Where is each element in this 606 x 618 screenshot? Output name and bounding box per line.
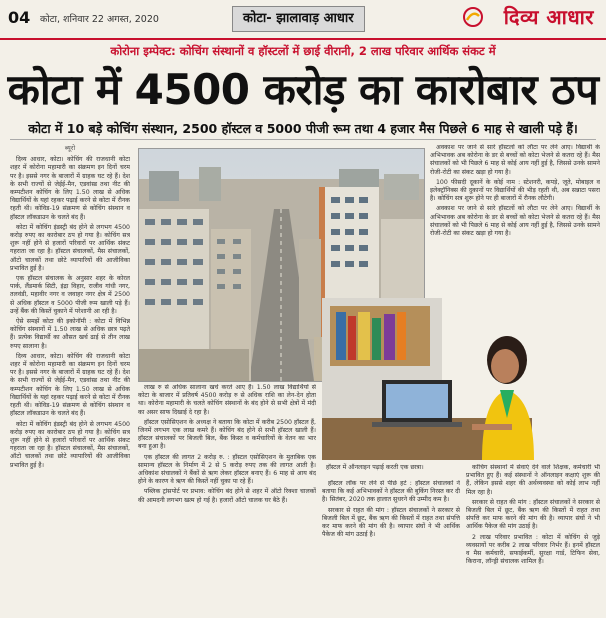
article-kicker: कोरोना इम्पेक्ट: कोचिंग संस्थानों व हॉस्टलों में छाई वीरानी, 2 लाख परिवार आर्थिक संकट में <box>110 44 496 58</box>
paragraph: दिव्य आधार, कोटा। कोचिंग की राजधानी कोटा शहर में कोरोना महामारी का संक्रमण इन दिनों चरम पर है। इससे नगर के बाजारों में ग्राहक घट रहे हैं। देश के सभी राज्यों से जेईई-मैन, एडवांस्ड तथा नीट की कम्पटीशन कोचिंग के लिए 1.50 लाख से अधिक विद्यार्थियों के यहां रहकर पढ़ाई करने से कोटा में रौनक रहती थी। कोविड-19 संक्रमण से कोचिंग संस्थान व हॉस्टल लॉकडाउन के चलते बंद हैं। <box>10 156 130 221</box>
divider <box>10 139 596 140</box>
paragraph: हॉस्टल लॉक पर लेने से पीछे हटे : हॉस्टल संचालकों ने बताया कि कई अभिभावकों ने हॉस्टल की बुकिंग निरस्त कर दी है। सितंबर, 2020 तक हालात सुधरने की उम्मीद कम है। <box>322 480 460 504</box>
article-column-3 <box>430 144 600 294</box>
article-subhead: कोटा में 10 बड़े कोचिंग संस्थान, 2500 हॉस्टल व 5000 पीजी रूम तथा 4 हजार मैस पिछले 6 माह से खाली पड़े हैं। <box>28 121 578 136</box>
page-number: 04 <box>8 8 31 27</box>
paragraph: अवकाश पर जाने से सारे हॉस्टलों को लौटा पर लेने आए। विद्यार्थी के अभिभावक अब कोरोना के डर से बच्चों को कोटा भेजने से कतरा रहे हैं। मैस संचालकों को भी पिछले 6 माह से कोई आय नहीं हुई है, जिससे उनके सामने रोजी-रोटी का संकट खड़ा हो गया है। <box>430 144 600 176</box>
article-column-5 <box>322 480 460 614</box>
paragraph: हॉस्टल एसोसिएशन के अध्यक्ष ने बताया कि कोटा में करीब 2500 हॉस्टल हैं, जिनमें लगभग एक लाख कमरे हैं। कोचिंग बंद होने से सभी हॉस्टल खाली हैं। हॉस्टल संचालकों पर बिजली बिल, बैंक किस्त व कर्मचारियों के वेतन का भार बना हुआ है। <box>138 418 316 451</box>
paragraph: 2 लाख परिवार प्रभावित : कोटा में कोचिंग से जुड़े व्यवसायों पर करीब 2 लाख परिवार निर्भर हैं। इनमें हॉस्टल व मैस कर्मचारी, सफाईकर्मी, सुरक्षा गार्ड, टिफिन सेवा, किराना, लॉन्ड्री संचालक शामिल हैं। <box>466 533 600 566</box>
paragraph: कोचिंग संस्थानों में सेवाएं देने वाले शिक्षक, कर्मचारी भी प्रभावित हुए हैं। कई संस्थानों ने ऑनलाइन कक्षाएं शुरू की हैं, लेकिन इससे शहर की अर्थव्यवस्था को कोई लाभ नहीं मिल रहा है। <box>466 464 600 496</box>
paragraph: दिव्य आधार, कोटा। कोचिंग की राजधानी कोटा शहर में कोरोना महामारी का संक्रमण इन दिनों चरम पर है। इससे नगर के बाजारों में ग्राहक घट रहे हैं। देश के सभी राज्यों से जेईई-मैन, एडवांस्ड तथा नीट की कम्पटीशन कोचिंग के लिए 1.50 लाख से अधिक विद्यार्थियों के यहां रहकर पढ़ाई करने से कोटा में रौनक रहती थी। कोविड-19 संक्रमण से कोचिंग संस्थान व हॉस्टल लॉकडाउन के चलते बंद हैं। <box>10 352 130 418</box>
logo-swoosh-icon <box>462 6 484 28</box>
paragraph: 100 फीसदी दूकानें के कोई नाम : स्टेशनरी, कपड़े, जूते, मोबाइल व इलेक्ट्रॉनिक्स की दुकानों पर विद्यार्थियों की भीड़ रहती थी, अब सन्नाटा पसरा है। कोचिंग सत्र शुरू होने पर ही बाजारों में रौनक लौटेगी। <box>430 178 600 203</box>
photo-caption: हॉस्टल में ऑनलाइन पढ़ाई करती एक छात्रा। <box>326 464 424 471</box>
article-column-4 <box>466 464 600 614</box>
paragraph: कोटा में कोचिंग इंडस्ट्री बंद होने से लगभग 4500 करोड़ रुपए का कारोबार ठप हो गया है। कोचिंग सत्र शुरू नहीं होने से हजारों परिवारों पर आर्थिक संकट गहराता जा रहा है। हॉस्टल संचालकों, मैस संचालकों, ऑटो चालकों तथा छोटे व्यापारियों की आजीविका प्रभावित हुई है। <box>10 420 130 469</box>
paragraph: अवकाश पर जाने से सारे हॉस्टलों को लौटा पर लेने आए। विद्यार्थी के अभिभावक अब कोरोना के डर से बच्चों को कोटा भेजने से कतरा रहे हैं। मैस संचालकों को भी पिछले 6 माह से कोई आय नहीं हुई है, जिससे उनके सामने रोजी-रोटी का संकट खड़ा हो गया है। <box>430 205 600 238</box>
masthead <box>0 0 606 40</box>
dateline: कोटा, शनिवार 22 अगस्त, 2020 <box>40 14 159 25</box>
paragraph: पब्लिक ट्रांसपोर्ट पर प्रभाव: कोचिंग बंद होने से शहर में ऑटो रिक्शा चालकों की आमदनी लगभग खत्म हो गई है। हजारों ऑटो चालक घर बैठे हैं। <box>138 488 316 504</box>
paragraph: लाख रु से अधिक सालाना खर्च करते आए हैं। 1.50 लाख विद्यार्थियों से कोटा के बाजार में प्रतिवर्ष 4500 करोड़ रु से अधिक राशि का लेन-देन होता था। कोरोना महामारी के चलते कोचिंग संस्थानों के बंद होने से सभी क्षेत्रों में मंदी का असर साफ दिखाई दे रहा है। <box>138 384 316 416</box>
paragraph: एक हॉस्टल की लागत 2 करोड़ रु. : हॉस्टल एसोसिएशन के मुताबिक एक सामान्य हॉस्टल के निर्माण में 2 से 5 करोड़ रुपए तक की लागत आती है। अधिकांश संचालकों ने बैंकों से ऋण लेकर हॉस्टल बनाए हैं। 6 माह से आय बंद होने के कारण वे ऋण की किस्तें नहीं चुका पा रहे हैं। <box>138 453 316 486</box>
article-column-2 <box>138 384 316 614</box>
student-photo <box>322 298 600 460</box>
article-headline: कोटा में 4500 करोड़ का कारोबार ठप <box>7 65 599 114</box>
paragraph: सरकार से राहत की मांग : हॉस्टल संचालकों ने सरकार से बिजली बिल में छूट, बैंक ऋण की किस्तों में राहत तथा संपत्ति कर माफ करने की मांग की है। व्यापार संघों ने भी आर्थिक पैकेज की मांग उठाई है। <box>322 506 460 539</box>
byline: ब्यूरो <box>64 144 76 152</box>
paragraph: ऐसे समझें कोटा की इकोनॉमी : कोटा में विभिन्न कोचिंग संस्थानों में 1.50 लाख से अधिक छात्र पढ़ते हैं। प्रत्येक विद्यार्थी का औसत खर्च ढाई से तीन लाख रुपए सालाना है। <box>10 318 130 350</box>
section-tab: कोटा- झालावाड़ आधार <box>232 6 365 32</box>
paragraph: सरकार से राहत की मांग : हॉस्टल संचालकों ने सरकार से बिजली बिल में छूट, बैंक ऋण की किस्तों में राहत तथा संपत्ति कर माफ करने की मांग की है। व्यापार संघों ने भी आर्थिक पैकेज की मांग उठाई है। <box>466 498 600 531</box>
paragraph: एक हॉस्टल संचालक के अनुसार शहर के कोरल पार्क, लैंडमार्क सिटी, इंद्रा विहार, राजीव गांधी नगर, तलवंडी, महावीर नगर व जवाहर नगर क्षेत्र में 2500 से अधिक हॉस्टल व 5000 पीजी रूम खाली पड़े हैं। उन्हें बैंक की किस्तें चुकाने में परेशानी आ रही है। <box>10 275 130 315</box>
paragraph: कोटा में कोचिंग इंडस्ट्री बंद होने से लगभग 4500 करोड़ रुपए का कारोबार ठप हो गया है। कोचिंग सत्र शुरू नहीं होने से हजारों परिवारों पर आर्थिक संकट गहराता जा रहा है। हॉस्टल संचालकों, मैस संचालकों, ऑटो चालकों तथा छोटे व्यापारियों की आजीविका प्रभावित हुई है। <box>10 223 130 272</box>
article-column-1 <box>10 144 130 614</box>
newspaper-logo: दिव्य आधार <box>503 5 594 29</box>
